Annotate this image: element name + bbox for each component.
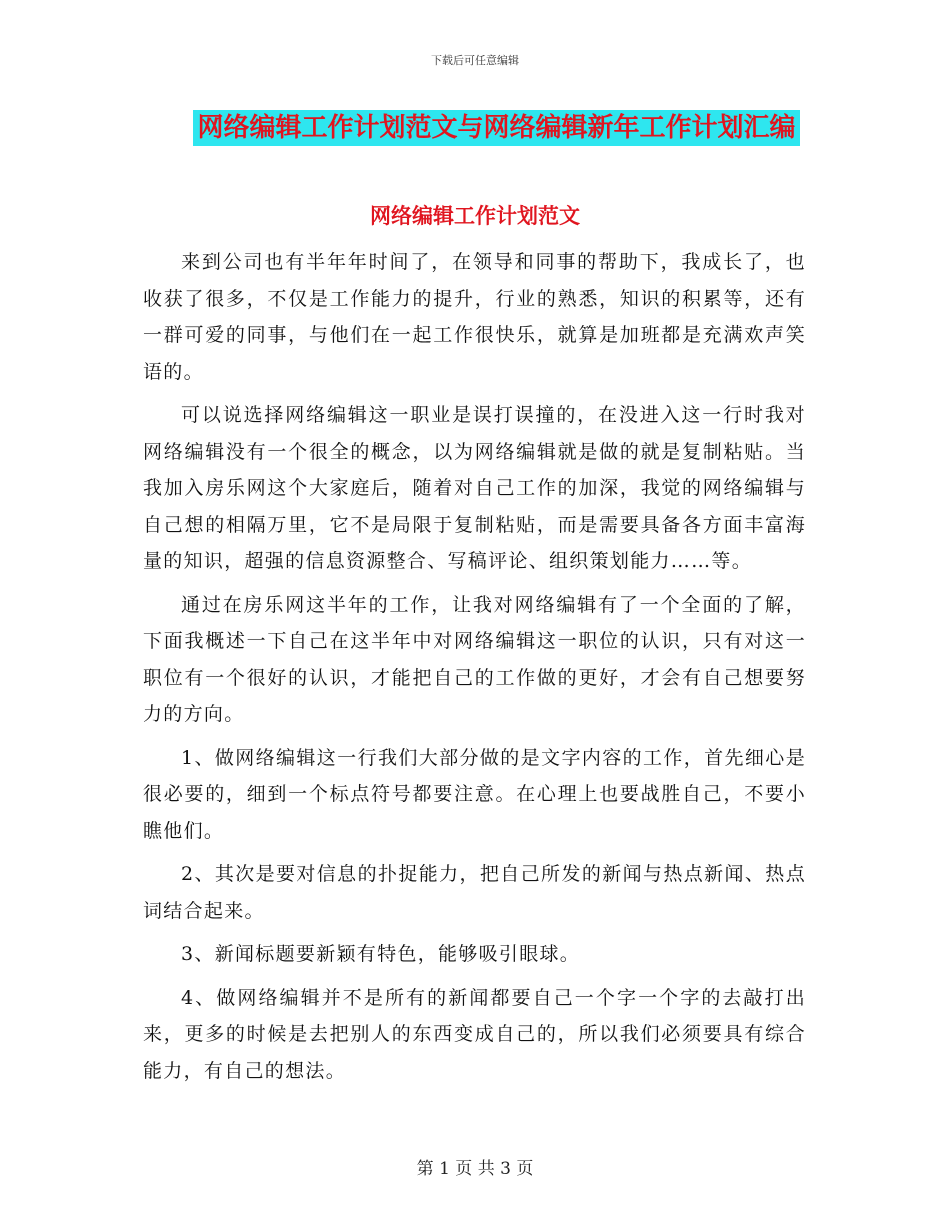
paragraph: 2、其次是要对信息的扑捉能力，把自己所发的新闻与热点新闻、热点词结合起来。 <box>143 863 806 922</box>
paragraph: 通过在房乐网这半年的工作，让我对网络编辑有了一个全面的了解，下面我概述一下自己在这半年中对网络编辑这一职位的认识，只有对这一职位有一个很好的认识，才能把自己的工作做的更好，才会有自己想要努力的方向。 <box>143 593 806 725</box>
paragraph: 可以说选择网络编辑这一职业是误打误撞的，在没进入这一行时我对网络编辑没有一个很全的概念，以为网络编辑就是做的就是复制粘贴。当我加入房乐网这个大家庭后，随着对自己工作的加深，我觉的网络编辑与自己想的相隔万里，它不是局限于复制粘贴，而是需要具备各方面丰富海量的知识，超强的信息资源整合、写稿评论、组织策划能力……等。 <box>143 404 806 572</box>
paragraph: 来到公司也有半年年时间了，在领导和同事的帮助下，我成长了，也收获了很多，不仅是工作能力的提升，行业的熟悉，知识的积累等，还有一群可爱的同事，与他们在一起工作很快乐，就算是加班都是充满欢声笑语的。 <box>143 251 806 383</box>
header-note: 下载后可任意编辑 <box>431 54 519 67</box>
paragraph: 3、新闻标题要新颖有特色，能够吸引眼球。 <box>181 943 581 965</box>
paragraph: 4、做网络编辑并不是所有的新闻都要自己一个字一个字的去敲打出来，更多的时候是去把别人的东西变成自己的，所以我们必须要具有综合能力，有自己的想法。 <box>143 986 806 1082</box>
section-title: 网络编辑工作计划范文 <box>370 203 580 228</box>
document-title: 网络编辑工作计划范文与网络编辑新年工作计划汇编 <box>197 113 796 143</box>
document-title-highlight <box>193 110 800 146</box>
document-body <box>143 244 806 1096</box>
paragraph: 1、做网络编辑这一行我们大部分做的是文字内容的工作，首先细心是很必要的，细到一个标点符号都要注意。在心理上也要战胜自己，不要小瞧他们。 <box>143 746 806 842</box>
page-number-footer: 第 1 页 共 3 页 <box>416 1159 534 1179</box>
